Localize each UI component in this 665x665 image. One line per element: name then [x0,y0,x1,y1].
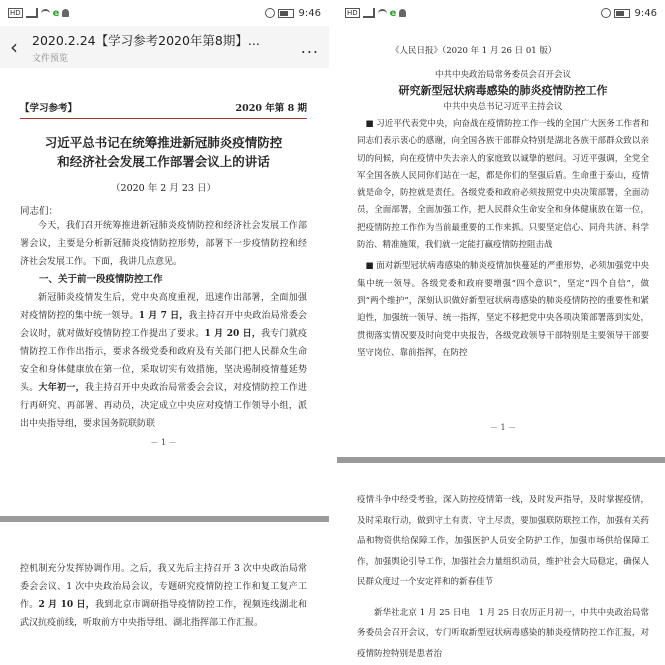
doc-issue: 2020 年第 8 期 [235,103,307,114]
document-page-2 [337,490,665,664]
page-separator [0,516,329,522]
page-number: － 1 － [489,423,517,433]
page-number: － 1 － [150,438,177,447]
left-screenshot [0,0,329,665]
clock-time: 9:46 [298,7,321,19]
notification-icon [62,9,69,17]
page-separator [337,457,665,463]
status-bar [0,0,329,26]
doc-date: （2020 年 2 月 23 日） [111,183,216,194]
file-subtitle: 文件预览 [32,53,69,64]
paragraph: ■ 面对新型冠状病毒感染的肺炎疫情加快蔓延的严重形势，必须加强党中央集中统一领导。各级党委和政府要增强“四个意识”，坚定“四个自信”，做到“两个维护”，深刻认识做好新型冠状病毒感染的肺炎疫情防控的重要性和紧迫性，加强统一领导、统一指挥，坚定不移把党中央各项决策部署落到实处，贯彻落实情况要及时向党中央报告，各级党政领导干部特别是主要领导干部要坚守岗位、靠前指挥，在防控 [357,261,649,358]
article-title: 研究新型冠状病毒感染的肺炎疫情防控工作 [398,84,608,97]
alarm-icon [265,8,275,18]
signal-icon [363,8,375,18]
paragraph: 疫情斗争中经受考验，深入防控疫情第一线，及时发声指导，及时掌握疫情，及时采取行动，做到守土有责、守土尽责，要加强联防联控工作，加强有关药品和物资供给保障工作，加强医护人员安全防护工作，加强市场供给保障工作，加强舆论引导工作，加强社会力量组织动员，维护社会大局稳定，确保人民群众度过一个安定祥和的新春佳节 [357,495,649,587]
document-page-1 [0,100,329,448]
paragraph: 新冠肺炎疫情发生后，党中央高度重视，迅速作出部署，全面加强对疫情防控的集中统一领导。1 月 7 日，我主持召开中央政治局常委会会议时，就对做好疫情防控工作提出了要求。1 月 20 日，我专门就疫情防控工作作出指示，要求各级党委和政府及有关部门把人民群众生命安全和身体健康放在第一位，采取切实有效措施，坚决遏制疫情蔓延势头。大年初一，我主持召开中央政治局常委会会议，对疫情防控工作进行再研究、再部署、再动员，决定成立中央应对疫情工作领导小组，派出中央指导组，要求国务院联防联 [20,293,307,429]
signal-icon [26,8,38,18]
org-line: 中共中央政治局常务委员会召开会议 [434,70,571,80]
alarm-icon [601,8,611,18]
e-icon: e [389,7,397,19]
paragraph: 新华社北京 1 月 25 日电 1 月 25 日农历正月初一，中共中央政治局常务委员会召开会议，专门听取新型冠状病毒感染的肺炎疫情防控工作汇报，对疫情防控特别是患者治 [357,607,649,659]
article-subtitle: 中共中央总书记习近平主持会议 [443,102,563,112]
right-screenshot [337,0,665,665]
file-title: 2020.2.24【学习参考2020年第8期】... [32,32,260,48]
e-icon: e [52,7,60,19]
doc-title: 习近平总书记在统筹推进新冠肺炎疫情防控 和经济社会发展工作部署会议上的讲话 [44,135,283,169]
battery-icon [278,9,294,18]
clock-time: 9:46 [634,7,657,19]
doc-tag: 【学习参考】 [20,103,78,114]
battery-icon [614,9,630,18]
document-page-2 [0,560,329,632]
notification-icon [399,9,406,17]
wifi-icon [378,9,387,18]
status-bar [337,0,665,26]
section-heading: 一、关于前一段疫情防控工作 [39,274,163,285]
source-line: 《人民日报》（2020 年 1 月 26 日 01 版） [391,46,557,56]
back-arrow-icon[interactable]: ‹ [10,35,18,59]
doc-header [20,100,307,119]
more-options-icon[interactable]: ... [300,37,319,57]
salutation: 同志们： [20,206,59,217]
hd-icon: HD [10,9,21,17]
wifi-icon [41,9,50,18]
paragraph: 今天，我们召开统筹推进新冠肺炎疫情防控和经济社会发展工作部署会议，主要是分析新冠肺炎疫情防控形势，部署下一步疫情防控和经济社会发展工作。下面，我讲几点意见。 [20,221,307,267]
paragraph: 控机制充分发挥协调作用。之后，我又先后主持召开 3 次中央政治局常委会会议、1 次中央政治局会议，专题研究疫情防控工作和复工复产工作。2 月 10 日，我到北京市调研指导疫情防控工作，视频连线湖北和武汉抗疫前线，听取前方中央指导组、湖北指挥部工作汇报。 [20,564,307,628]
document-page-1 [337,44,665,433]
hd-icon: HD [347,9,358,17]
paragraph: ■ 习近平代表党中央，向奋战在疫情防控工作一线的全国广大医务工作者和同志们表示衷心的感谢，向全国各族干部群众特别是湖北各族干部群众致以亲切的问候，向在疫情中失去亲人的家庭致以诚挚的慰问。习近平强调，全党全军全国各族人民同你们站在一起，都是你们的坚强后盾。生命重于泰山，疫情就是命令，防控就是责任。各级党委和政府必须按照党中央决策部署，全面动员，全面部署，全面加强工作，把人民群众生命安全和身体健康放在第一位，把疫情防控工作作为当前最重要的工作来抓。只要坚定信心、同舟共济、科学防治、精准施策，我们就一定能打赢疫情防控阻击战 [357,119,649,251]
app-header [0,26,329,68]
gutter [329,0,337,665]
